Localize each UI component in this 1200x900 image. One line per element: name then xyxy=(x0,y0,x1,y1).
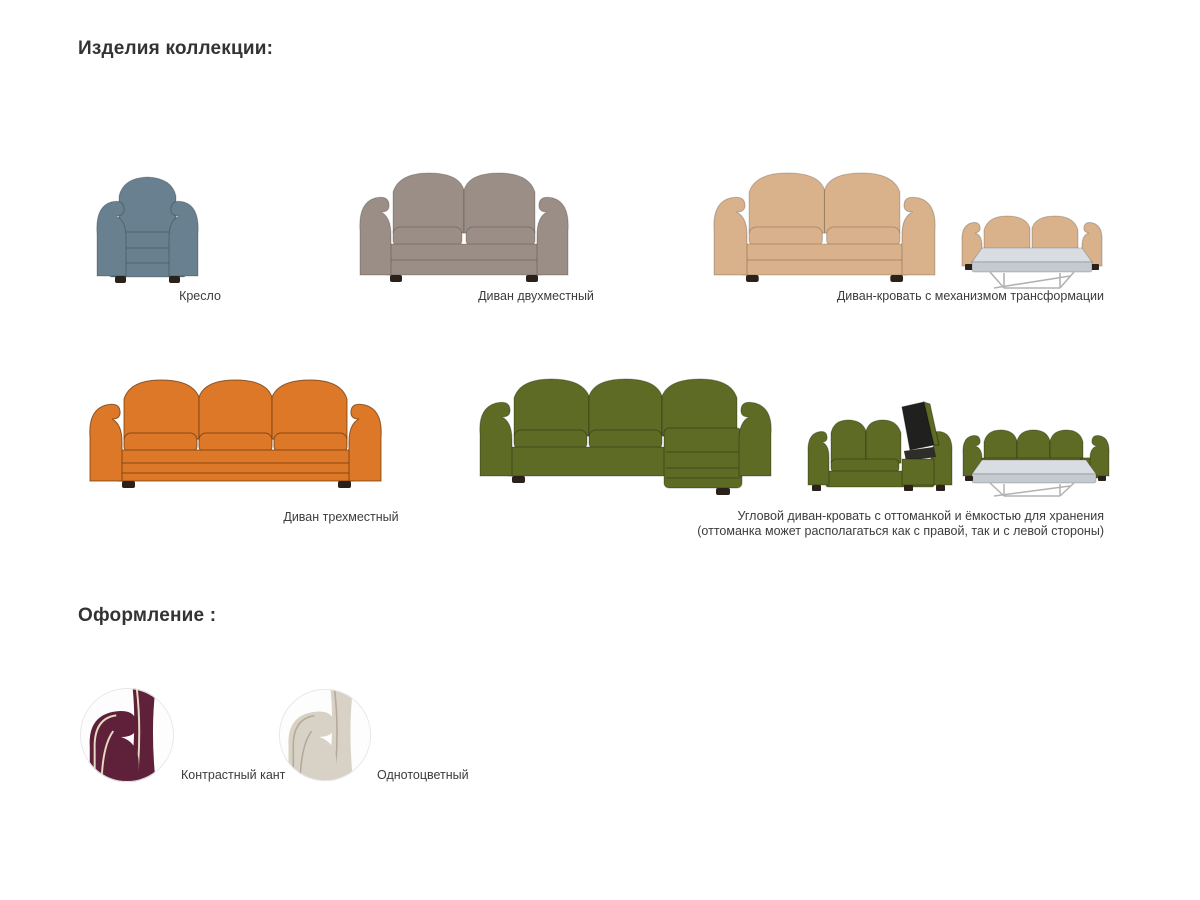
sofa-3seat-illustration xyxy=(88,365,383,491)
armchair-image[interactable] xyxy=(95,162,200,284)
corner-sofa-bed-unfolded-image[interactable] xyxy=(960,418,1112,498)
sofa-bed-folded-image[interactable] xyxy=(712,157,937,285)
corner-sofa-label xyxy=(664,509,1104,539)
contrast-piping-swatch-illustration xyxy=(78,686,176,784)
corner-sofa-label-line1: Угловой диван-кровать с оттоманкой и ёмкостью для хранения xyxy=(737,509,1104,523)
contrast-piping-label: Контрастный кант xyxy=(181,768,286,782)
sofa-2seat-illustration xyxy=(358,157,570,285)
products-section-title: Изделия коллекции: xyxy=(78,38,274,59)
sofa-bed-folded-illustration xyxy=(712,157,937,285)
sofa-bed-unfolded-image[interactable] xyxy=(958,202,1106,292)
sofa-3seat-label: Диван трехместный xyxy=(283,510,399,524)
finish-swatch-solid-color[interactable] xyxy=(277,687,373,783)
solid-color-swatch-illustration xyxy=(277,687,373,783)
finish-section-title: Оформление : xyxy=(78,605,217,626)
sofa-bed-unfolded-illustration xyxy=(958,202,1106,292)
corner-sofa-ottoman-open-illustration xyxy=(806,401,954,493)
solid-color-label: Однотоцветный xyxy=(377,768,469,782)
corner-sofa-label-line2: (оттоманка может располагаться как с правой, так и с левой стороны) xyxy=(697,524,1104,538)
armchair-label: Кресло xyxy=(179,289,221,303)
sofa-2seat-label: Диван двухместный xyxy=(478,289,594,303)
corner-sofa-image[interactable] xyxy=(478,364,773,496)
corner-sofa-bed-unfolded-illustration xyxy=(960,418,1112,498)
finish-swatch-contrast-piping[interactable] xyxy=(78,686,176,784)
sofa-bed-label: Диван-кровать с механизмом трансформации xyxy=(836,289,1104,303)
sofa-2seat-image[interactable] xyxy=(358,157,570,285)
corner-sofa-illustration xyxy=(478,364,773,496)
sofa-3seat-image[interactable] xyxy=(88,365,383,491)
armchair-illustration xyxy=(95,162,200,284)
corner-sofa-ottoman-open-image[interactable] xyxy=(806,401,954,493)
